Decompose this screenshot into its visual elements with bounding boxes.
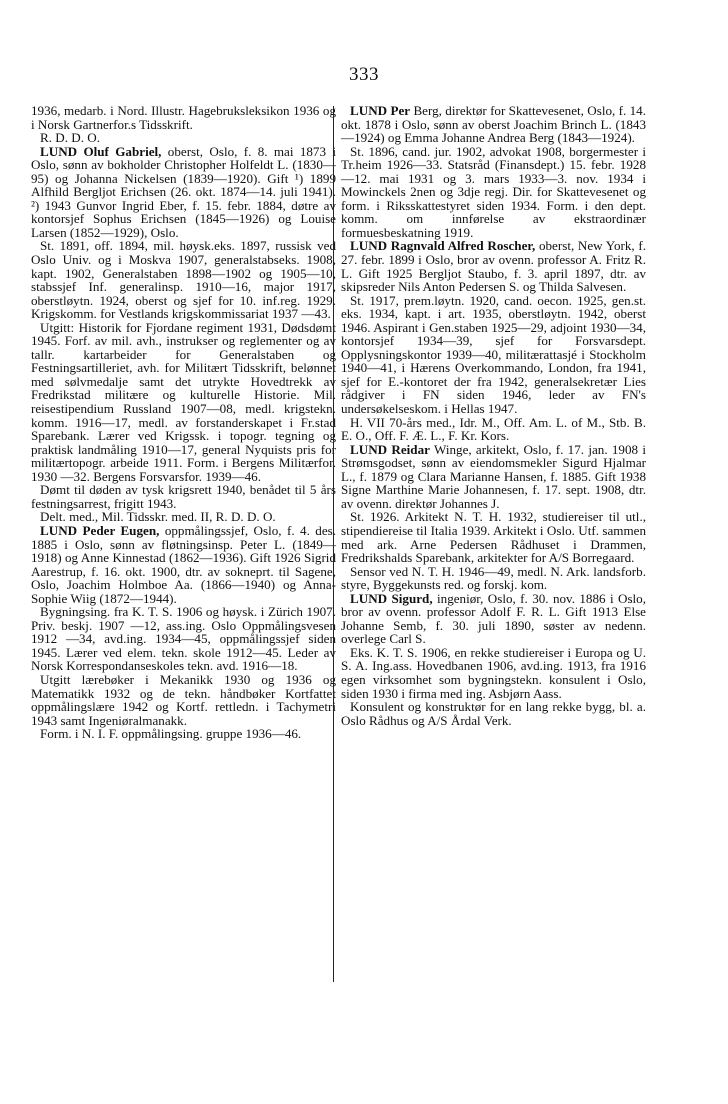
biography-entry (31, 145, 336, 240)
entry-text: H. VII 70-års med., Idr. M., Off. Am. L. of M., Stb. B. E. O., Off. F. Æ. L., F. Kr. Kors. (341, 414, 646, 444)
entry-surname: LUND (350, 103, 388, 118)
biography-paragraph (31, 483, 336, 510)
entry-given-name: Sigurd, (391, 590, 433, 606)
entry-text: Bygningsing. fra K. T. S. 1906 og høysk. i Zürich 1907. Priv. beskj. 1907 —12, ass.ing. Oslo Oppmålingsvesen 1912 —34, avd.ing. 1934—45, oppmålingssjef siden 1945. Lærer ved elem. tekn. skole 1912—45. Leder av Norsk Korrespondanseskoles tekn. avd. 1916—18. (31, 604, 336, 674)
entry-text: Sensor ved N. T. H. 1946—49, medl. N. Ark. landsforb. styre, Byggekunsts red. og forskj. kom. (341, 563, 646, 593)
biography-paragraph (341, 700, 646, 727)
biography-entry (341, 443, 646, 511)
entry-text: St. 1926. Arkitekt N. T. H. 1932, studiereiser til utl., stipendiereise til Italia 1939. Arkitekt i Oslo. Utf. sammen med ark. Arne Pedersen Rådhuset i Drammen, Fredrikshalds Sparebank, arkitekter for A/S Borregaard. (341, 509, 646, 566)
biography-entry (341, 592, 646, 646)
biography-paragraph (341, 294, 646, 416)
biography-paragraph (31, 510, 336, 524)
entry-text: Utgitt lærebøker i Mekanikk 1930 og 1936 og Matematikk 1932 og de tekn. håndbøker Kortfattet oppmålingslære 1942 og Kortf. rettledn. i Tachymetri 1943 samt Ingeniøralmanakk. (31, 671, 336, 728)
entry-text: Winge, arkitekt, Oslo, f. 17. jan. 1908 i Strømsgodset, sønn av eiendomsmekler Sigurd Hjalmar L., f. 1879 og Clara Marianne Hansen, f. 1885. Gift 1938 Signe Marthine Marie Johannesen, f. 17. sept. 1908, dtr. av ovenn. direktør Johannes J. (341, 441, 646, 511)
entry-given-name: Ragnvald Alfred Roscher, (390, 238, 536, 254)
biography-paragraph (341, 565, 646, 592)
entry-surname: LUND (350, 238, 388, 254)
entry-surname: LUND (40, 522, 78, 538)
entry-text: St. 1896, cand. jur. 1902, advokat 1908, borgermester i Tr.heim 1926—33. Statsråd (Finansdept.) 15. febr. 1928—12. mai 1931 og 3. mars 1933—3. nov. 1934 i Mowinckels 2nen og 3dje regj. Dir. for Skattevesenet og form. i Riksskattestyret siden 1934. Form. i den dept. komm. om innførelse av ekstraordinær formuesbeskatning 1919. (341, 143, 646, 240)
biography-paragraph (31, 605, 336, 673)
entry-given-name: Reidar (391, 441, 430, 457)
entry-text: oppmålingssjef, Oslo, f. 4. des. 1885 i Oslo, sønn av fløtningsinsp. Peter L. (1849—1918) og Anne Kinnestad (1862—1936). Gift 1926 Sigrid Aarestrup, f. 16. okt. 1900, dtr. av sokneprt. til Sagene, Oslo, Joachim Holmboe Aa. (1866—1940) og Anna-Sophie Wiig (1872—1944). (31, 522, 336, 606)
entry-text: ingeniør, Oslo, f. 30. nov. 1886 i Oslo, bror av ovenn. professor Adolf F. R. L. Gift 1913 Else Johanne Semb, f. 30. juli 1890, søster av nedenn. overlege Carl S. (341, 590, 646, 647)
biography-entry (31, 524, 336, 605)
biography-paragraph (341, 510, 646, 564)
entry-text: R. D. D. O. (40, 130, 101, 146)
entry-text: Eks. K. T. S. 1906, en rekke studiereiser i Europa og U. S. A. Ing.ass. Hovedbanen 1906, avd.ing. 1913, fra 1916 egen virksomhet som bygningstekn. konsulent i Oslo, siden 1930 i firma med ing. Asbjørn Aass. (341, 644, 646, 701)
entry-given-name: Oluf Gabriel, (83, 143, 162, 159)
entry-text: oberst, New York, f. 27. febr. 1899 i Oslo, bror av ovenn. professor A. Fritz R. L. Gift 1925 Bergljot Staubo, f. 3. april 1897, dtr. av skipsreder Nils Anton Pedersen S. og Thilda Salvesen. (341, 238, 646, 295)
biography-paragraph (341, 416, 646, 443)
entry-text: 1936, medarb. i Nord. Illustr. Hagebruksleksikon 1936 og i Norsk Gartnerfor.s Tidsskrift. (31, 103, 336, 132)
right-column (341, 104, 646, 727)
biography-paragraph (341, 646, 646, 700)
entry-surname: LUND (40, 143, 78, 159)
entry-text: St. 1891, off. 1894, mil. høysk.eks. 1897, russisk ved Oslo Univ. og i Moskva 1907, generalstabseks. 1908, kapt. 1902, Generalstaben 1898—1902 og 1905—10, stabssjef Inf. generalinsp. 1910—16, major 1917, oberstløytn. 1924, oberst og sjef for 10. inf.reg. 1929. Krigskomm. for Vestlands krigskommissariat 1937 —43. (31, 238, 336, 322)
biography-entry (341, 104, 646, 145)
entry-given-name: Peder Eugen, (82, 522, 160, 538)
entry-text: Form. i N. I. F. oppmålingsing. gruppe 1936—46. (40, 726, 302, 742)
biography-paragraph (31, 104, 336, 131)
column-divider (333, 106, 334, 982)
biography-paragraph (31, 727, 336, 741)
entry-text: Delt. med., Mil. Tidsskr. med. II, R. D. D. O. (40, 509, 276, 525)
entry-text: St. 1917, prem.løytn. 1920, cand. oecon. 1925, gen.st. eks. 1934, kapt. i art. 1935, oberstløytn. 1942, oberst 1946. Aspirant i Gen.staben 1925—29, adjoint 1930—34, kontorsjef 1934—39, sjef for Forsvarsdept. Opplysningskontor 1939—40, militærattasjé i Stockholm 1940—41, i Hærens Overkommando, London, fra 1941, sjef for E.-kontoret der fra 1942, generalsekretær Lies rådgiver i FN siden 1946, leder av FN's undersøkelseskom. i Hellas 1947. (341, 292, 646, 417)
biography-entry (341, 239, 646, 293)
biography-paragraph (31, 131, 336, 145)
entry-text: Berg, direktør for Skattevesenet, Oslo, f. 14. okt. 1878 i Oslo, sønn av oberst Joachim Brinch L. (1843—1924) og Emma Johanne Andrea Berg (1843—1924). (341, 103, 646, 146)
entry-surname: LUND (350, 441, 388, 457)
biography-paragraph (31, 321, 336, 484)
page-number: 333 (349, 64, 379, 85)
biography-paragraph (31, 239, 336, 320)
biography-paragraph (31, 673, 336, 727)
left-column (31, 104, 336, 741)
entry-text: oberst, Oslo, f. 8. mai 1873 i Oslo, sønn av bokholder Christopher Holfeldt L. (1830—95) og Johanna Nickelsen (1839—1920). Gift ¹) 1899 Alfhild Bergljot Erichsen (26. okt. 1874—14. juli 1941). ²) 1943 Gunvor Ingrid Eber, f. 15. febr. 1884, døtre av kontorsjef Sophus Erichsen (1845—1926) og Louise Larsen (1852—1929), Oslo. (31, 143, 336, 240)
biography-paragraph (341, 145, 646, 240)
entry-text: Utgitt: Historik for Fjordane regiment 1931, Dødsdømt 1945. Forf. av mil. avh., instrukser og reglementer og av tallr. kartarbeider for Generalstaben og Festningsartilleriet, avh. for Militært Tidsskrift, belønnet med sølvmedalje samt det utrykte Hovedtrekk av Fredrikstad militære og kulturelle Historie. Mil. reisestipendium Russland 1907—08, medl. krigstekn. komm. 1916—17, medl. av forstanderskapet i Fr.stad Sparebank. Lærer ved Krigssk. i topogr. tegning og praktisk landmåling 1910—17, general Nyquists pris for militærtopogr. arbeide 1911. Form. i Bergens Militærfor. 1930 —32. Bergens Forsvarsfor. 1939—46. (31, 319, 336, 484)
entry-given-name: Per (390, 103, 411, 118)
entry-text: Dømt til døden av tysk krigsrett 1940, benådet til 5 års festningsarrest, frigitt 1943. (31, 482, 336, 511)
entry-text: Konsulent og konstruktør for en lang rekke bygg, bl. a. Oslo Rådhus og A/S Årdal Verk. (341, 699, 646, 728)
entry-surname: LUND (350, 590, 388, 606)
